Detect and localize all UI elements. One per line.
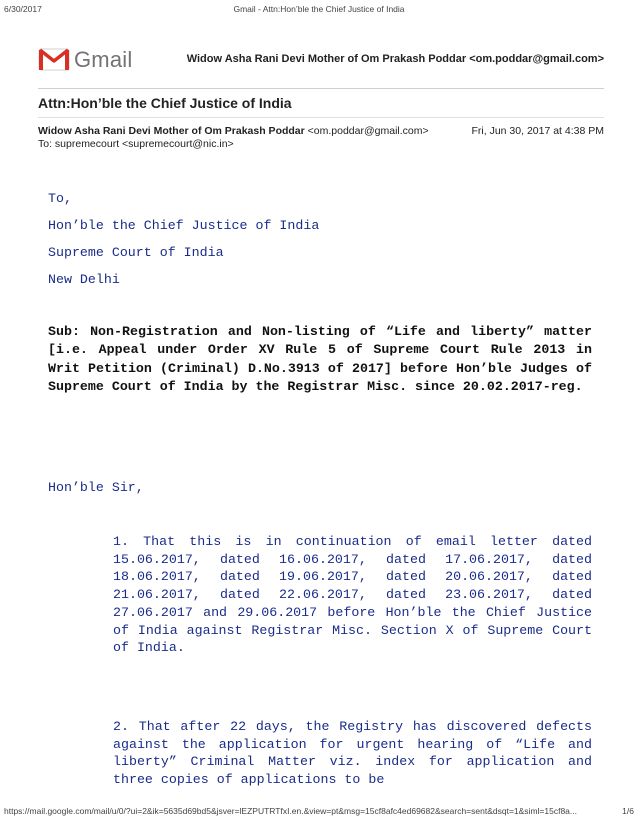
email-from	[38, 125, 429, 137]
letter-greeting: Hon’ble Sir,	[48, 480, 144, 495]
print-header	[0, 4, 638, 18]
print-url: https://mail.google.com/mail/u/0/?ui=2&ik=5635d69bd5&jsver=lEZPUTRTfxI.en.&view=pt&msg=15cf8afc4ed69682&search=sent&dsqt=1&siml=15cf8a...	[4, 806, 577, 816]
print-date: 6/30/2017	[4, 4, 42, 14]
paragraph-2: 2. That after 22 days, the Registry has discovered defects against the application for urgent hearing of “Life and liberty” Criminal Matter viz. index for application and three copies of applications to be	[113, 719, 592, 788]
page-number: 1/6	[616, 806, 634, 816]
gmail-logo	[38, 47, 138, 73]
gmail-wordmark: Gmail	[74, 47, 133, 72]
address-line-city: New Delhi	[48, 272, 120, 287]
address-line-court: Supreme Court of India	[48, 245, 224, 260]
address-line-addressee: Hon’ble the Chief Justice of India	[48, 218, 320, 233]
sender-email: <om.poddar@gmail.com>	[307, 125, 429, 137]
account-label: Widow Asha Rani Devi Mother of Om Prakash Poddar <om.poddar@gmail.com>	[186, 53, 604, 65]
sender-name: Widow Asha Rani Devi Mother of Om Prakash Poddar	[38, 125, 305, 137]
letter-subject: Sub: Non-Registration and Non-listing of “Life and liberty” matter [i.e. Appeal under Order XV Rule 5 of Supreme Court Rule 2013 in Writ Petition (Criminal) D.No.3913 of 2017] before Hon’ble Judges of Supreme Court of India by the Registrar Misc. since 20.02.2017-reg.	[48, 324, 592, 395]
header-divider	[38, 88, 604, 89]
gmail-envelope-icon	[38, 47, 70, 71]
print-footer	[4, 806, 634, 816]
email-subject: Attn:Hon’ble the Chief Justice of India	[38, 95, 292, 111]
address-line-to: To,	[48, 191, 72, 206]
email-to: To: supremecourt <supremecourt@nic.in>	[38, 138, 234, 150]
subject-divider	[38, 117, 604, 118]
email-datetime: Fri, Jun 30, 2017 at 4:38 PM	[471, 125, 604, 137]
print-title: Gmail - Attn:Hon’ble the Chief Justice of India	[233, 4, 405, 14]
paragraph-1: 1. That this is in continuation of email letter dated 15.06.2017, dated 16.06.2017, dated 17.06.2017, dated 18.06.2017, dated 19.06.2017, dated 20.06.2017, dated 21.06.2017, dated 22.06.2017, dated 23.06.2017, dated 27.06.2017 and 29.06.2017 before Hon’ble the Chief Justice of India against Registrar Misc. Section X of Supreme Court of India.	[113, 534, 592, 656]
